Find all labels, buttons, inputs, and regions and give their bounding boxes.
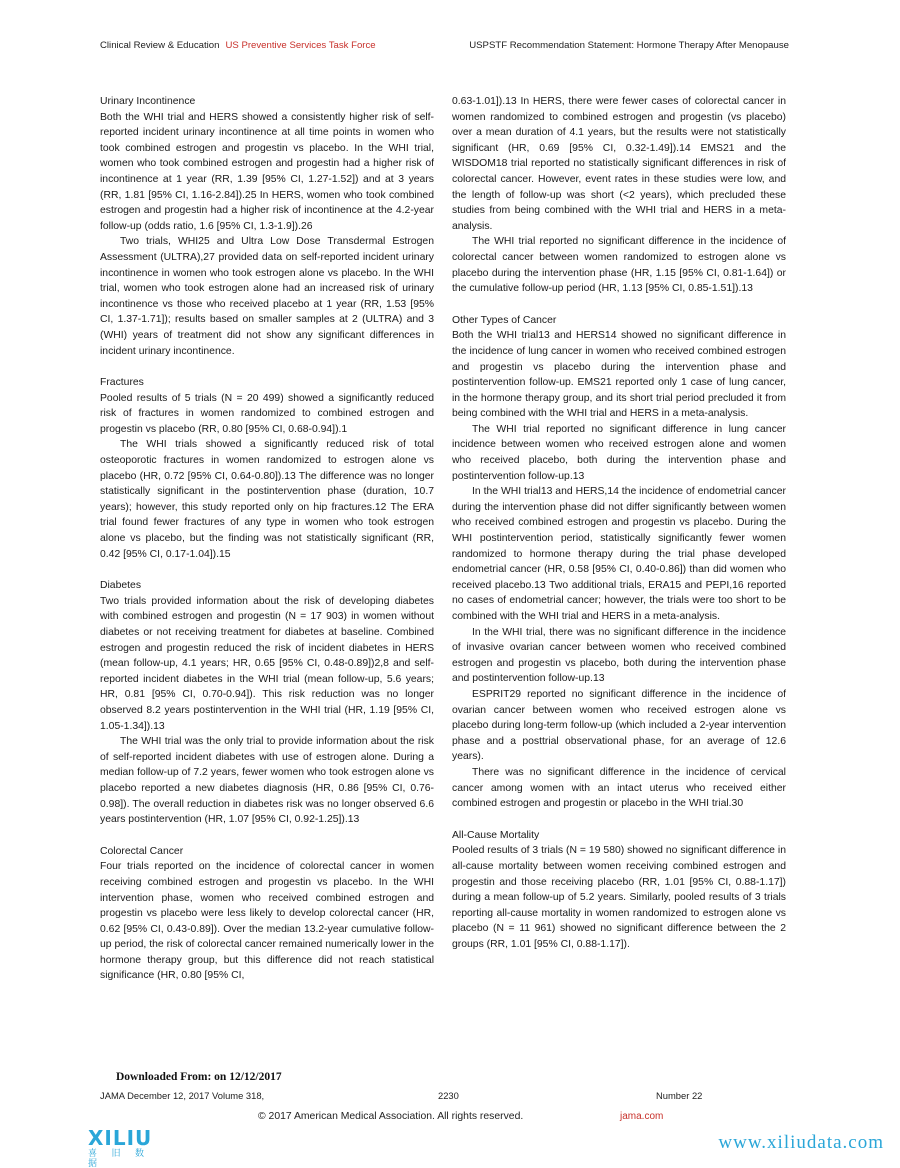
- section-heading-mortality: All-Cause Mortality: [452, 829, 540, 841]
- xiliu-logo: [88, 1126, 168, 1168]
- footer-page-number: 2230: [438, 1090, 459, 1101]
- footer-issue-number: Number 22: [656, 1090, 703, 1101]
- paragraph: ESPRIT29 reported no significant difference in the incidence of ovarian cancer between women who received estrogen alone vs placebo during long-term follow-up (which included a 2-year intervention phase and a posttrial observational phase, for an average of 12.6 years).: [452, 688, 786, 763]
- download-stamp: Downloaded From: on 12/12/2017: [116, 1071, 282, 1083]
- header-section: US Preventive Services Task Force: [225, 40, 376, 51]
- paragraph: Pooled results of 3 trials (N = 19 580) showed no significant difference in all-cause mortality between women receiving combined estrogen and progestin and those receiving placebo (RR, 1.01 [95% CI, 0.88-1.17]) during a mean follow-up of 5.2 years. Similarly, pooled results of 3 trials reporting all-cause mortality in women randomized to estrogen alone vs placebo (N = 11 961) showed no significant difference between the 2 groups (RR, 1.01 [95% CI, 0.88-1.17]).: [452, 845, 786, 950]
- section-heading-diabetes: Diabetes: [100, 580, 142, 592]
- running-header-left: [100, 40, 376, 51]
- logo-wordmark: XILIU: [88, 1126, 153, 1150]
- paragraph: Both the WHI trial13 and HERS14 showed no significant difference in the incidence of lung cancer in women who received combined estrogen and progestin vs placebo during the intervention phase and postintervention follow-up. EMS21 reported only 1 case of lung cancer, in the hormone therapy group, and its short trial period precluded it from being combined with the WHI trial and HERS in a meta-analysis.: [452, 330, 786, 420]
- paragraph: Two trials provided information about the risk of developing diabetes with combined estrogen and progestin (N = 17 903) in women without diabetes or not receiving treatment for diabetes at baseline. Combined estrogen and progestin reduced the risk of incident diabetes in HERS (mean follow-up, 4.1 years; HR, 0.65 [95% CI, 0.48-0.89])2,8 and self-reported incident diabetes in the WHI trial (mean follow-up, 5.6 years; HR, 0.81 [95% CI, 0.70-0.94]). This risk reduction was no longer observed 8.2 years postintervention in the WHI trial (HR, 1.19 [95% CI, 1.05-1.34]).13: [100, 595, 434, 732]
- paragraph: In the WHI trial13 and HERS,14 the incidence of endometrial cancer during the intervention phase did not differ significantly between women who received combined estrogen and progestin vs placebo. During the WHI postintervention period, statistically significantly fewer women randomized to hormone therapy during the trial phase developed endometrial cancer (HR, 0.58 [95% CI, 0.40-0.86]) than did women who received placebo.13 Two additional trials, ERA15 and PEPI,16 reported no cases of endometrial cancer; however, the trials were too short to be combined with the WHI trial and HERS in a meta-analysis.: [452, 486, 786, 622]
- journal-site-link[interactable]: jama.com: [620, 1111, 664, 1122]
- watermark-url: www.xiliudata.com: [718, 1132, 884, 1153]
- paragraph: Pooled results of 5 trials (N = 20 499) showed a significantly reduced risk of fractures in women randomized to combined estrogen and progestin vs placebo (RR, 0.80 [95% CI, 0.68-0.94]).1: [100, 392, 434, 435]
- section-heading-fractures: Fractures: [100, 377, 144, 389]
- header-category: Clinical Review & Education: [100, 40, 220, 51]
- paragraph: Two trials, WHI25 and Ultra Low Dose Transdermal Estrogen Assessment (ULTRA),27 provided data on self-reported incident urinary incontinence in women who took estrogen alone vs placebo. In the WHI trial, women who took estrogen alone had an increased risk of urinary incontinence vs those who received placebo at 1 year (RR, 1.53 [95% CI, 1.37-1.71]); results based on smaller samples at 2 (ULTRA) and 3 (WHI) years of treatment did not show any significant differences in incident urinary incontinence.: [100, 236, 434, 357]
- section-heading-urinary: Urinary Incontinence: [100, 96, 196, 107]
- paragraph: Four trials reported on the incidence of colorectal cancer in women receiving combined estrogen and progestin vs placebo. In the WHI intervention phase, women who received combined estrogen and progestin vs placebo were less likely to develop colorectal cancer (HR, 0.62 [95% CI, 0.43-0.89]). Over the median 13.2-year cumulative follow-up period, the risk of colorectal cancer remained numerically lower in the hormone therapy group, but this difference did not reach statistical significance (HR, 0.80 [95% CI,: [100, 861, 434, 982]
- section-heading-other-cancer: Other Types of Cancer: [452, 314, 557, 326]
- left-column: [100, 94, 434, 984]
- logo-subtitle: 喜 旧 数 据: [88, 1148, 151, 1168]
- section-heading-colorectal: Colorectal Cancer: [100, 845, 184, 857]
- running-header-title: USPSTF Recommendation Statement: Hormone Therapy After Menopause: [469, 40, 789, 51]
- right-column: [452, 94, 786, 952]
- footer-journal: JAMA December 12, 2017 Volume 318,: [100, 1090, 265, 1101]
- paragraph: The WHI trials showed a significantly reduced risk of total osteoporotic fractures in women randomized to estrogen alone vs placebo (HR, 0.72 [95% CI, 0.64-0.80]).13 The difference was no longer statistically significant in the postintervention phase (duration, 10.7 years); however, this study reported only on hip fractures.12 The ERA trial found fewer fractures of any type in women who took estrogen alone vs placebo, but the finding was not statistically significant (RR, 0.42 [95% CI, 0.17-1.04]).15: [100, 439, 434, 560]
- paragraph: In the WHI trial, there was no significant difference in the incidence of invasive ovarian cancer between women who received combined estrogen and progestin vs placebo, both during the intervention phase and postintervention follow-up.13: [452, 626, 786, 685]
- paragraph: The WHI trial reported no significant difference in the incidence of colorectal cancer between women randomized to estrogen alone vs placebo during the intervention phase (HR, 1.15 [95% CI, 0.81-1.64]) or the cumulative follow-up period (HR, 1.13 [95% CI, 0.85-1.51]).13: [452, 236, 786, 295]
- paragraph: Both the WHI trial and HERS showed a consistently higher risk of self-reported incident urinary incontinence at all time points in women who took combined estrogen and progestin vs placebo. In the WHI trial, women who took combined estrogen and progestin had a higher risk of incontinence at 1 year (RR, 1.39 [95% CI, 1.27-1.52]) and at 3 years (RR, 1.81 [95% CI, 1.16-2.84]).25 In HERS, women who took combined estrogen and progestin had a higher risk of incontinence at the 4.2-year follow-up (odds ratio, 1.6 [95% CI, 1.3-1.9]).26: [100, 111, 434, 232]
- copyright-notice: © 2017 American Medical Association. All rights reserved.: [258, 1111, 524, 1122]
- paragraph: The WHI trial reported no significant difference in lung cancer incidence between women who received estrogen alone and women who received placebo, both during the intervention phase and postintervention follow-up.13: [452, 423, 786, 482]
- paragraph: 0.63-1.01]).13 In HERS, there were fewer cases of colorectal cancer in women randomized to combined estrogen and progestin (vs placebo) over a mean duration of 4.1 years, but the results were not statistically significant (HR, 0.69 [95% CI, 0.32-1.49]).14 EMS21 and the WISDOM18 trial reported no statistically significant differences in risk of colorectal cancer. However, event rates in these studies were low, and the length of follow-up was short (<2 years), which precluded these studies from being combined with the WHI trial and HERS in a meta-analysis.: [452, 96, 786, 232]
- paragraph: There was no significant difference in the incidence of cervical cancer among women with an intact uterus who received either combined estrogen and progestin or placebo in the WHI trial.30: [452, 766, 786, 810]
- paragraph: The WHI trial was the only trial to provide information about the risk of self-reported incident diabetes with use of estrogen alone. During a median follow-up of 7.2 years, fewer women who took estrogen alone vs placebo reported a new diabetes diagnosis (HR, 0.86 [95% CI, 0.76-0.98]). The overall reduction in diabetes risk was no longer observed 6.6 years postintervention (HR, 1.07 [95% CI, 0.92-1.25]).13: [100, 736, 434, 826]
